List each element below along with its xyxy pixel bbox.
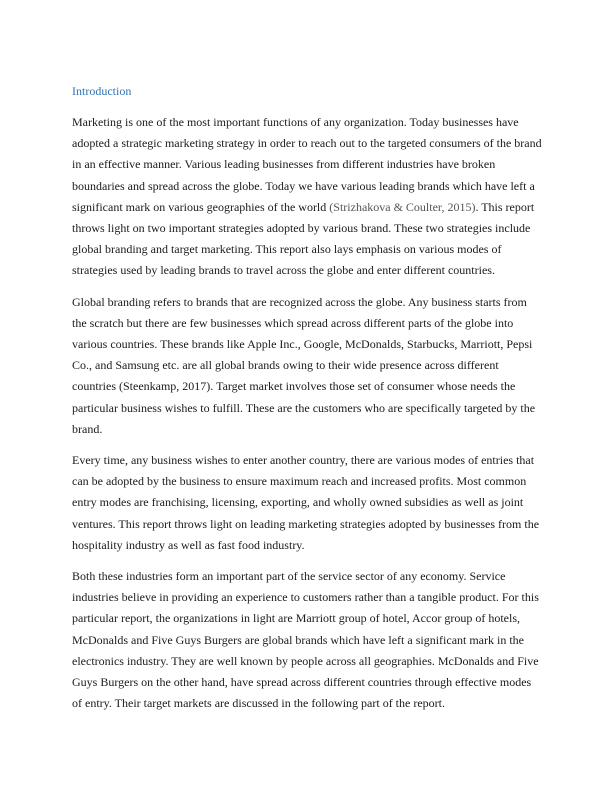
paragraph-4	[72, 566, 542, 714]
citation: (Strizhakova & Coulter, 2015)	[329, 199, 476, 214]
paragraph-1	[72, 112, 542, 282]
document-body	[72, 112, 542, 724]
paragraph-text: Marketing is one of the most important functions of any organization. Today businesses have adopted a strategic marketing strategy in order to reach out to the targeted consumers of the brand in an effective manner. Various leading businesses from different industries have broken boundaries and spread across the globe. Today we have various leading brands which have left a significant mark on various geographies of the world	[72, 115, 542, 214]
section-heading: Introduction	[72, 84, 132, 98]
paragraph-2	[72, 292, 542, 440]
paragraph-text: Both these industries form an important part of the service sector of any economy. Service industries believe in providing an experience to customers rather than a tangible product. For this particular report, the organizations in light are Marriott group of hotel, Accor group of hotels, McDonalds and Five Guys Burgers are global brands which have left a significant mark in the electronics industry. They are well known by people across all geographies. McDonalds and Five Guys Burgers on the other hand, have spread across different countries through effective modes of entry. Their target markets are discussed in the following part of the report.	[72, 569, 539, 711]
paragraph-text: . This report throws light on two important strategies adopted by various brand. These two strategies include global branding and target marketing. This report also lays emphasis on various modes of strategies used by leading brands to travel across the globe and enter different countries.	[72, 199, 535, 278]
paragraph-text: Global branding refers to brands that are recognized across the globe. Any business starts from the scratch but there are few businesses which spread across different parts of the globe into various countries. These brands like Apple Inc., Google, McDonalds, Starbucks, Marriott, Pepsi Co., and Samsung etc. are all global brands owing to their wide presence across different countries (Steenkamp, 2017). Target market involves those set of consumer whose needs the particular business wishes to fulfill. These are the customers who are specifically targeted by the brand.	[72, 294, 536, 436]
paragraph-3	[72, 450, 542, 556]
paragraph-text: Every time, any business wishes to enter another country, there are various modes of entries that can be adopted by the business to ensure maximum reach and increased profits. Most common entry modes are franchising, licensing, exporting, and wholly owned subsidies as well as joint ventures. This report throws light on leading marketing strategies adopted by businesses from the hospitality industry as well as fast food industry.	[72, 453, 540, 552]
